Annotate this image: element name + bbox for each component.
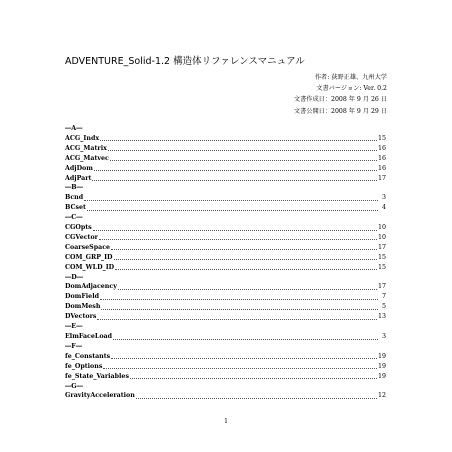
toc-entry-name: fe_Options [65, 362, 103, 370]
toc-entry-name: ElmFaceLoad [65, 333, 113, 341]
toc-dot-leader [97, 319, 377, 320]
toc-entry-page: 17 [377, 174, 386, 182]
toc-dot-leader [99, 239, 377, 240]
toc-section-heading: ―E― [65, 323, 83, 331]
toc-entry[interactable] [65, 253, 386, 263]
toc-entry-page: 7 [381, 293, 386, 301]
toc-entry[interactable] [65, 263, 386, 273]
toc-dot-leader [100, 140, 377, 141]
toc-dot-leader [87, 210, 378, 211]
toc-entry-name: Bcnd [65, 194, 84, 202]
toc-entry-page: 12 [377, 392, 386, 400]
toc-entry-page: 15 [377, 253, 386, 261]
toc-entry-page: 5 [381, 303, 386, 311]
toc-entry-name: AdjPart [65, 174, 92, 182]
toc-dot-leader [111, 358, 377, 359]
toc-entry[interactable] [65, 243, 386, 253]
toc-entry-page: 16 [377, 144, 386, 152]
toc-entry-name: ACG_Matvec [65, 154, 109, 162]
toc-entry[interactable] [65, 174, 386, 184]
toc-dot-leader [100, 299, 378, 300]
toc-entry-page: 19 [377, 352, 386, 360]
published-date-line: 文書公開日：2008 年 9 月 29 日 [293, 107, 387, 115]
toc-entry[interactable] [65, 292, 386, 302]
toc-dot-leader [136, 398, 377, 399]
toc-entry-page: 15 [377, 263, 386, 271]
toc-entry[interactable] [65, 223, 386, 233]
toc-entry-name: ACG_Indx [65, 134, 100, 142]
toc-entry[interactable] [65, 352, 386, 362]
toc-dot-leader [115, 269, 377, 270]
author-line: 作者: 荻野正雄、九州大学 [314, 74, 387, 81]
toc-dot-leader [110, 160, 377, 161]
toc-entry-name: COM_WLD_ID [65, 263, 115, 271]
toc-section-heading: ―C― [65, 214, 83, 222]
document-title: ADVENTURE_Solid-1.2 構造体リファレンスマニュアル [65, 56, 305, 67]
toc-entry[interactable] [65, 193, 386, 203]
table-of-contents [65, 124, 386, 401]
toc-entry-name: DomField [65, 293, 99, 301]
toc-entry-name: COM_GRP_ID [65, 253, 113, 261]
toc-entry-name: CGOpts [65, 224, 92, 232]
toc-entry-name: ACG_Matrix [65, 144, 107, 152]
toc-entry[interactable] [65, 302, 386, 312]
toc-entry-page: 3 [381, 194, 386, 202]
toc-entry-page: 15 [377, 134, 386, 142]
page-number: 1 [224, 418, 228, 425]
toc-entry[interactable] [65, 332, 386, 342]
toc-entry-page: 17 [377, 283, 386, 291]
toc-section-heading: ―B― [65, 184, 83, 192]
toc-entry-name: GravityAcceleration [65, 392, 135, 400]
toc-entry-page: 13 [377, 313, 386, 321]
toc-entry[interactable] [65, 362, 386, 372]
toc-entry-name: fe_Constants [65, 352, 111, 360]
toc-entry-page: 10 [377, 233, 386, 241]
toc-dot-leader [92, 180, 377, 181]
toc-entry-page: 19 [377, 372, 386, 380]
version-line: 文書バージョン: Ver. 0.2 [316, 85, 387, 93]
toc-section-heading: ―F― [65, 342, 83, 350]
toc-entry[interactable] [65, 154, 386, 164]
toc-entry-name: fe_State_Variables [65, 372, 129, 380]
toc-dot-leader [94, 170, 377, 171]
toc-dot-leader [118, 289, 377, 290]
toc-dot-leader [130, 378, 377, 379]
toc-entry-page: 3 [381, 333, 386, 341]
toc-entry-name: DomMesh [65, 303, 101, 311]
toc-entry-page: 10 [377, 224, 386, 232]
toc-entry-name: CoarseSpace [65, 243, 111, 251]
toc-entry-name: CGVector [65, 233, 98, 241]
toc-section-heading: ―A― [65, 124, 83, 132]
toc-section-heading: ―D― [65, 273, 84, 281]
toc-dot-leader [103, 368, 377, 369]
toc-entry[interactable] [65, 283, 386, 293]
toc-entry-page: 17 [377, 243, 386, 251]
toc-entry[interactable] [65, 372, 386, 382]
toc-entry-page: 4 [381, 204, 386, 212]
toc-dot-leader [93, 230, 377, 231]
created-date-line: 文書作成日：2008 年 9 月 26 日 [293, 96, 387, 104]
toc-entry-page: 16 [377, 164, 386, 172]
toc-entry-page: 16 [377, 154, 386, 162]
toc-entry-name: DVectors [65, 313, 97, 321]
toc-entry[interactable] [65, 144, 386, 154]
toc-entry[interactable] [65, 203, 386, 213]
toc-dot-leader [111, 249, 377, 250]
toc-section-heading: ―G― [65, 382, 83, 390]
toc-entry-page: 19 [377, 362, 386, 370]
toc-dot-leader [114, 259, 377, 260]
toc-entry[interactable] [65, 233, 386, 243]
toc-dot-leader [113, 339, 378, 340]
toc-entry-name: AdjDom [65, 164, 93, 172]
toc-entry[interactable] [65, 312, 386, 322]
toc-entry-name: BCset [65, 204, 86, 212]
toc-entry[interactable] [65, 164, 386, 174]
toc-dot-leader [108, 150, 377, 151]
toc-dot-leader [84, 200, 378, 201]
toc-dot-leader [101, 309, 378, 310]
toc-entry[interactable] [65, 391, 386, 401]
document-meta [294, 72, 387, 117]
toc-entry[interactable] [65, 134, 386, 144]
toc-entry-name: DomAdjacency [65, 283, 117, 291]
